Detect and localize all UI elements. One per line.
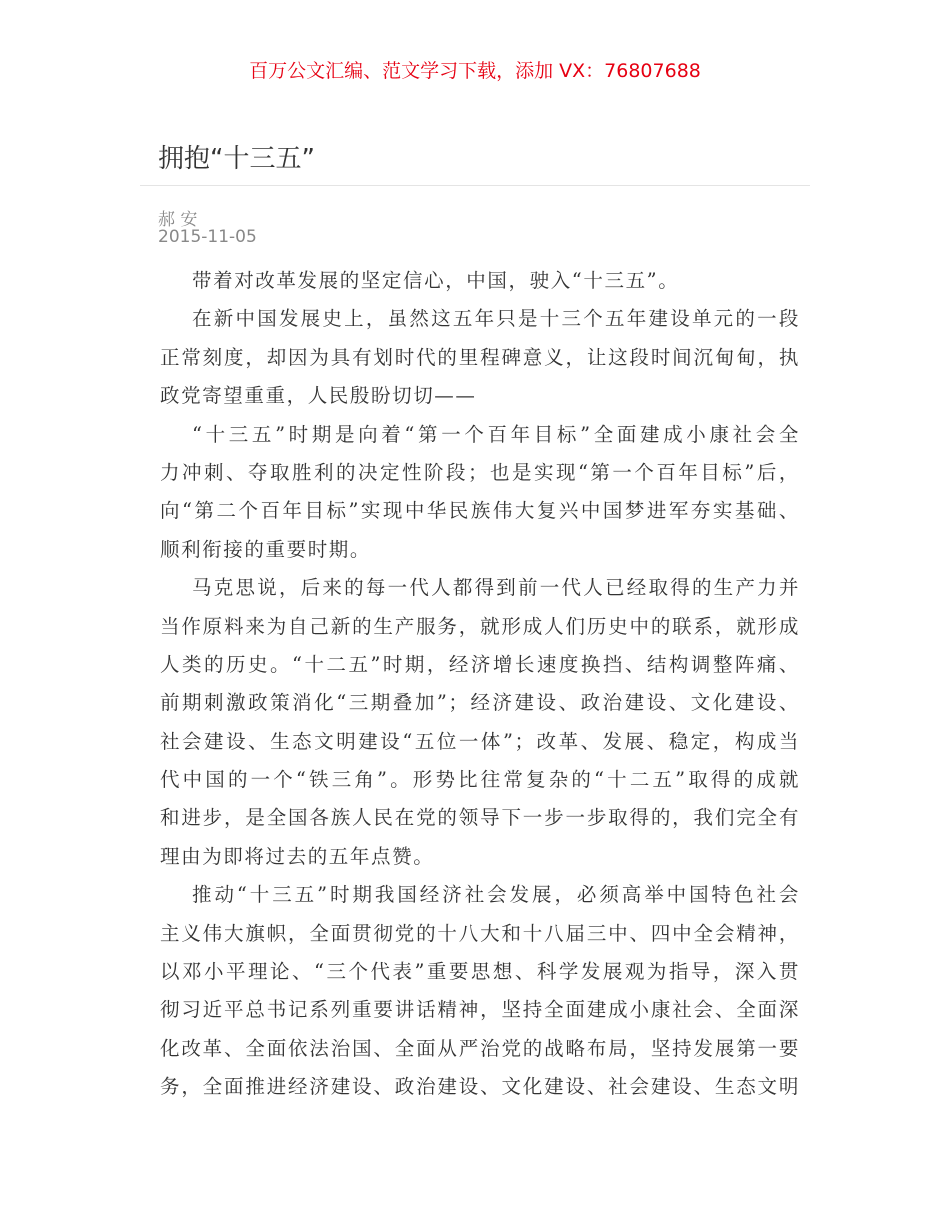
paragraph-line: “十三五”时期是向着“第一个百年目标”全面建成小康社会全 — [192, 422, 800, 446]
paragraph — [160, 569, 800, 876]
article-author: 郝 安 — [158, 210, 198, 230]
paragraph-line: 在新中国发展史上，虽然这五年只是十三个五年建设单元的一段 — [192, 307, 800, 331]
paragraph-line: 马克思说，后来的每一代人都得到前一代人已经取得的生产力并 — [192, 576, 800, 600]
paragraph — [160, 300, 800, 415]
article-title: 拥抱“十三五” — [158, 144, 315, 174]
paragraph-line: 以邓小平理论、“三个代表”重要思想、科学发展观为指导，深入贯 — [160, 960, 800, 984]
paragraph-line: 推动“十三五”时期我国经济社会发展，必须高举中国特色社会 — [192, 883, 800, 907]
paragraph-line: 顺利衔接的重要时期。 — [160, 537, 372, 561]
paragraph-line: 主义伟大旗帜，全面贯彻党的十八大和十八届三中、四中全会精神， — [160, 921, 800, 945]
paragraph-line: 政党寄望重重，人民殷盼切切—— — [160, 384, 477, 408]
paragraph-line: 理由为即将过去的五年点赞。 — [160, 844, 435, 868]
paragraph-line: 力冲刺、夺取胜利的决定性阶段；也是实现“第一个百年目标”后， — [160, 460, 800, 484]
paragraph-line: 务，全面推进经济建设、政治建设、文化建设、社会建设、生态文明 — [160, 1075, 800, 1099]
paragraph-line: 带着对改革发展的坚定信心，中国，驶入“十三五”。 — [192, 269, 680, 292]
paragraph-line: 代中国的一个“铁三角”。形势比往常复杂的“十二五”取得的成就 — [160, 768, 800, 792]
paragraph-line: 前期刺激政策消化“三期叠加”；经济建设、政治建设、文化建设、 — [160, 691, 800, 715]
paragraph — [160, 876, 800, 1106]
paragraph — [160, 262, 800, 300]
paragraph-line: 社会建设、生态文明建设“五位一体”；改革、发展、稳定，构成当 — [160, 729, 800, 753]
paragraph-line: 彻习近平总书记系列重要讲话精神，坚持全面建成小康社会、全面深 — [160, 998, 800, 1022]
paragraph-line: 化改革、全面依法治国、全面从严治党的战略布局，坚持发展第一要 — [160, 1036, 800, 1060]
paragraph-line: 当作原料来为自己新的生产服务，就形成人们历史中的联系，就形成 — [160, 614, 800, 638]
article-date: 2015-11-05 — [158, 227, 257, 247]
paragraph-line: 和进步，是全国各族人民在党的领导下一步一步取得的，我们完全有 — [160, 806, 800, 830]
paragraph — [160, 416, 800, 570]
paragraph-line: 人类的历史。“十二五”时期，经济增长速度换挡、结构调整阵痛、 — [160, 652, 800, 676]
paragraph-line: 向“第二个百年目标”实现中华民族伟大复兴中国梦进军夯实基础、 — [160, 499, 800, 523]
title-divider — [140, 185, 810, 186]
paragraph-line: 正常刻度，却因为具有划时代的里程碑意义，让这段时间沉甸甸，执 — [160, 345, 800, 369]
article-body — [160, 262, 800, 1107]
watermark-banner: 百万公文汇编、范文学习下载，添加 VX：76807688 — [249, 60, 701, 82]
